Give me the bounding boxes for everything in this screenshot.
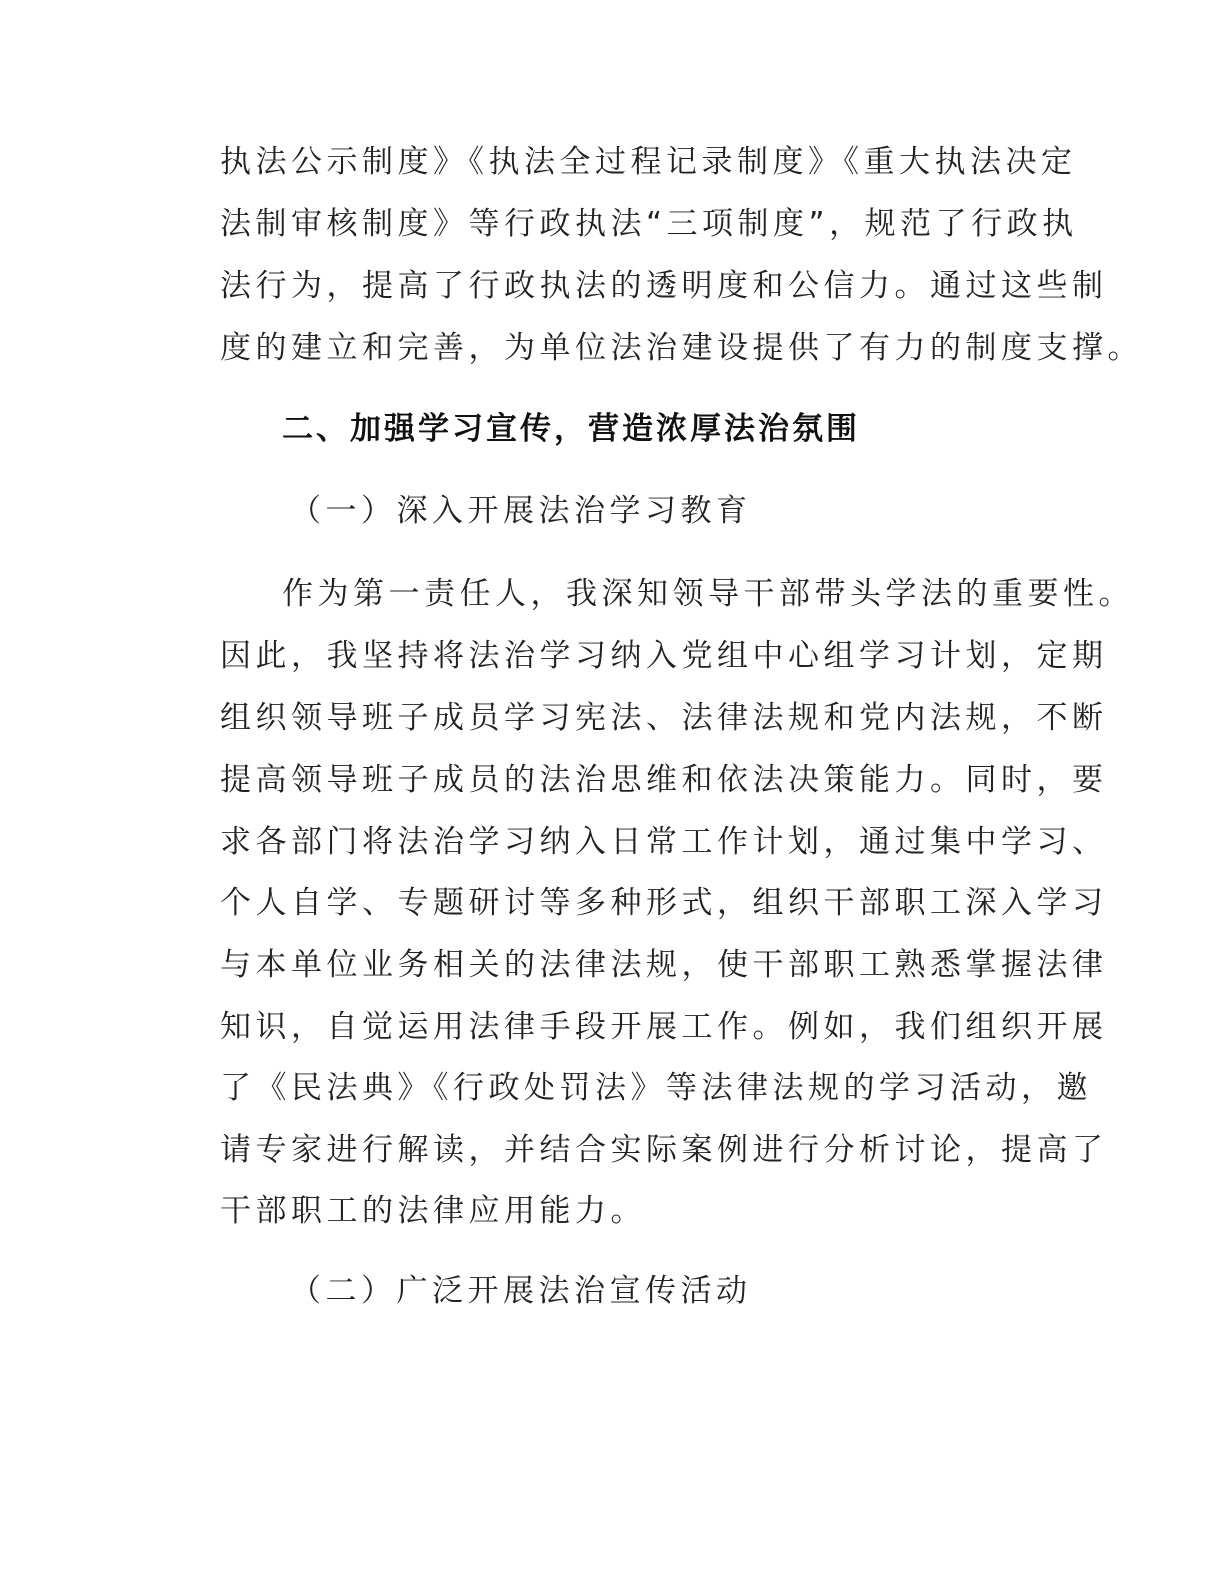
paragraph-line: 组织领导班子成员学习宪法、法律法规和党内法规，不断: [220, 700, 1108, 736]
subsection-heading: （一）深入开展法治学习教育: [290, 493, 752, 529]
paragraph-line: 请专家进行解读，并结合实际案例进行分析讨论，提高了: [220, 1132, 1108, 1168]
paragraph-line: 度的建立和完善，为单位法治建设提供了有力的制度支撑。: [220, 330, 1143, 366]
paragraph-line: 执法公示制度》《执法全过程记录制度》《重大执法决定: [220, 144, 1077, 180]
paragraph-line: 与本单位业务相关的法律法规，使干部职工熟悉掌握法律: [220, 947, 1108, 983]
section-heading: 二、加强学习宣传，营造浓厚法治氛围: [282, 411, 860, 447]
paragraph-line: 法制审核制度》等行政执法“三项制度”，规范了行政执: [220, 206, 1078, 242]
paragraph-line: 因此，我坚持将法治学习纳入党组中心组学习计划，定期: [220, 638, 1108, 674]
paragraph-line: 知识，自觉运用法律手段开展工作。例如，我们组织开展: [220, 1009, 1108, 1045]
paragraph-line: 了《民法典》《行政处罚法》等法律法规的学习活动，邀: [220, 1070, 1092, 1106]
paragraph-line: 法行为，提高了行政执法的透明度和公信力。通过这些制: [220, 268, 1108, 304]
paragraph-line: 个人自学、专题研讨等多种形式，组织干部职工深入学习: [220, 885, 1108, 921]
paragraph-line: 提高领导班子成员的法治思维和依法决策能力。同时，要: [220, 762, 1108, 798]
paragraph-line: 干部职工的法律应用能力。: [220, 1193, 646, 1229]
subsection-heading: （二）广泛开展法治宣传活动: [290, 1273, 752, 1309]
paragraph-line: 作为第一责任人，我深知领导干部带头学法的重要性。: [282, 576, 1134, 612]
paragraph-line: 求各部门将法治学习纳入日常工作计划，通过集中学习、: [220, 824, 1108, 860]
